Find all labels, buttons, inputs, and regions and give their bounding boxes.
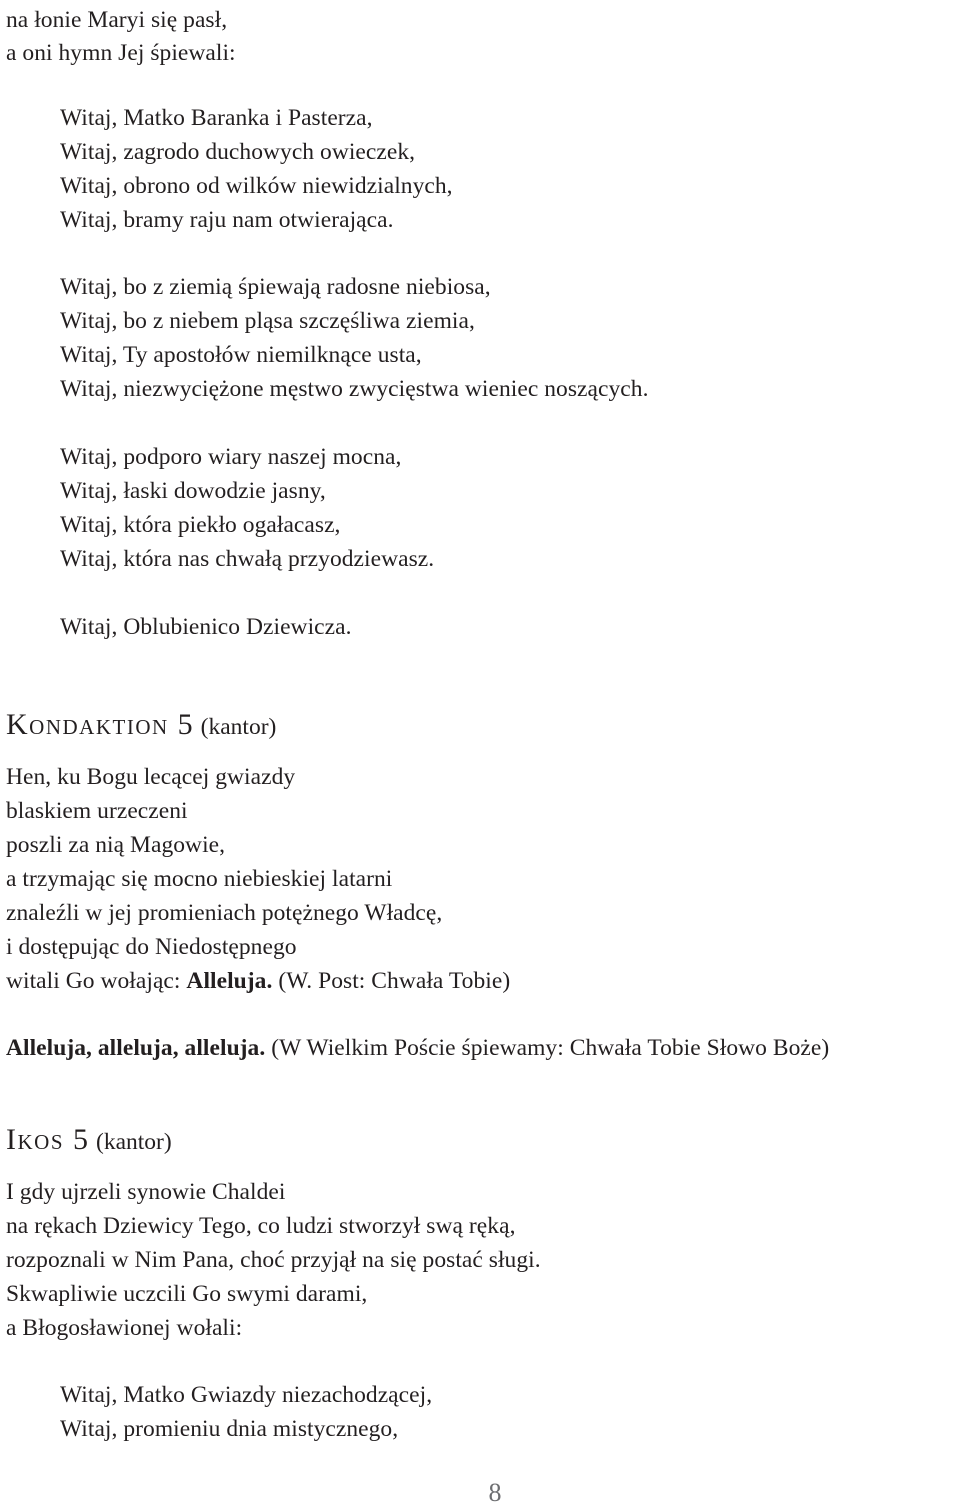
kondaktion-line: a trzymając się mocno niebieskiej latarni bbox=[6, 866, 393, 892]
ikos-title: Ikos 5 bbox=[6, 1123, 90, 1156]
kondaktion-last-start: witali Go wołając: bbox=[6, 968, 187, 994]
stanza-line: Witaj, podporo wiary naszej mocna, bbox=[60, 444, 402, 470]
ikos-line: a Błogosławionej wołali: bbox=[6, 1315, 243, 1341]
kondaktion-last-end: (W. Post: Chwała Tobie) bbox=[272, 968, 511, 994]
page-number: 8 bbox=[488, 1478, 502, 1507]
ikos-line: rozpoznali w Nim Pana, choć przyjął na się postać sługi. bbox=[6, 1247, 541, 1273]
intro-line: na łonie Maryi się pasł, bbox=[6, 7, 228, 33]
stanza-line: Witaj, która nas chwałą przyodziewasz. bbox=[60, 546, 435, 572]
ikos-line: I gdy ujrzeli synowie Chaldei bbox=[6, 1179, 286, 1205]
kondaktion-line: blaskiem urzeczeni bbox=[6, 798, 188, 824]
alleluia-note: (W Wielkim Poście śpiewamy: Chwała Tobie Słowo Boże) bbox=[265, 1035, 830, 1061]
stanza-line: Witaj, bo z niebem pląsa szczęśliwa ziemia, bbox=[60, 308, 475, 334]
ikos-line: na rękach Dziewicy Tego, co ludzi stworzył swą ręką, bbox=[6, 1213, 516, 1239]
kondaktion-alleluja: Alleluja. bbox=[186, 968, 273, 994]
stanza-line: Witaj, Matko Baranka i Pasterza, bbox=[60, 105, 373, 131]
stanza-line: Witaj, łaski dowodzie jasny, bbox=[60, 478, 326, 504]
stanza-line: Witaj, bo z ziemią śpiewają radosne niebiosa, bbox=[60, 274, 491, 300]
stanza-line: Witaj, która piekło ogałacasz, bbox=[60, 512, 341, 538]
stanza-line: Witaj, obrono od wilków niewidzialnych, bbox=[60, 173, 453, 199]
kondaktion-last-line bbox=[6, 964, 510, 998]
stanza-line: Witaj, niezwyciężone męstwo zwycięstwa wieniec noszących. bbox=[60, 376, 649, 402]
ikos-note: (kantor) bbox=[96, 1129, 172, 1155]
kondaktion-line: i dostępując do Niedostępnego bbox=[6, 934, 297, 960]
alleluia-bold: Alleluja, alleluja, alleluja. bbox=[6, 1035, 266, 1061]
stanza-line: Witaj, Ty apostołów niemilknące usta, bbox=[60, 342, 422, 368]
alleluia-line bbox=[6, 1031, 829, 1065]
ikos-line: Skwapliwie uczcili Go swymi darami, bbox=[6, 1281, 368, 1307]
stanza-line: Witaj, zagrodo duchowych owieczek, bbox=[60, 139, 416, 165]
intro-line: a oni hymn Jej śpiewali: bbox=[6, 40, 236, 66]
ikos-stanza-line: Witaj, promieniu dnia mistycznego, bbox=[60, 1416, 399, 1442]
kondaktion-line: poszli za nią Magowie, bbox=[6, 832, 226, 858]
kondaktion-line: Hen, ku Bogu lecącej gwiazdy bbox=[6, 764, 296, 790]
kondaktion-title: Kondaktion 5 bbox=[6, 708, 195, 741]
kondaktion-heading bbox=[6, 707, 276, 745]
stanza-line: Witaj, bramy raju nam otwierająca. bbox=[60, 207, 394, 233]
ikos-heading bbox=[6, 1122, 172, 1160]
kondaktion-note: (kantor) bbox=[200, 714, 277, 740]
refrain-line: Witaj, Oblubienico Dziewicza. bbox=[60, 614, 352, 640]
ikos-stanza-line: Witaj, Matko Gwiazdy niezachodzącej, bbox=[60, 1382, 433, 1408]
kondaktion-line: znaleźli w jej promieniach potężnego Władcę, bbox=[6, 900, 443, 926]
